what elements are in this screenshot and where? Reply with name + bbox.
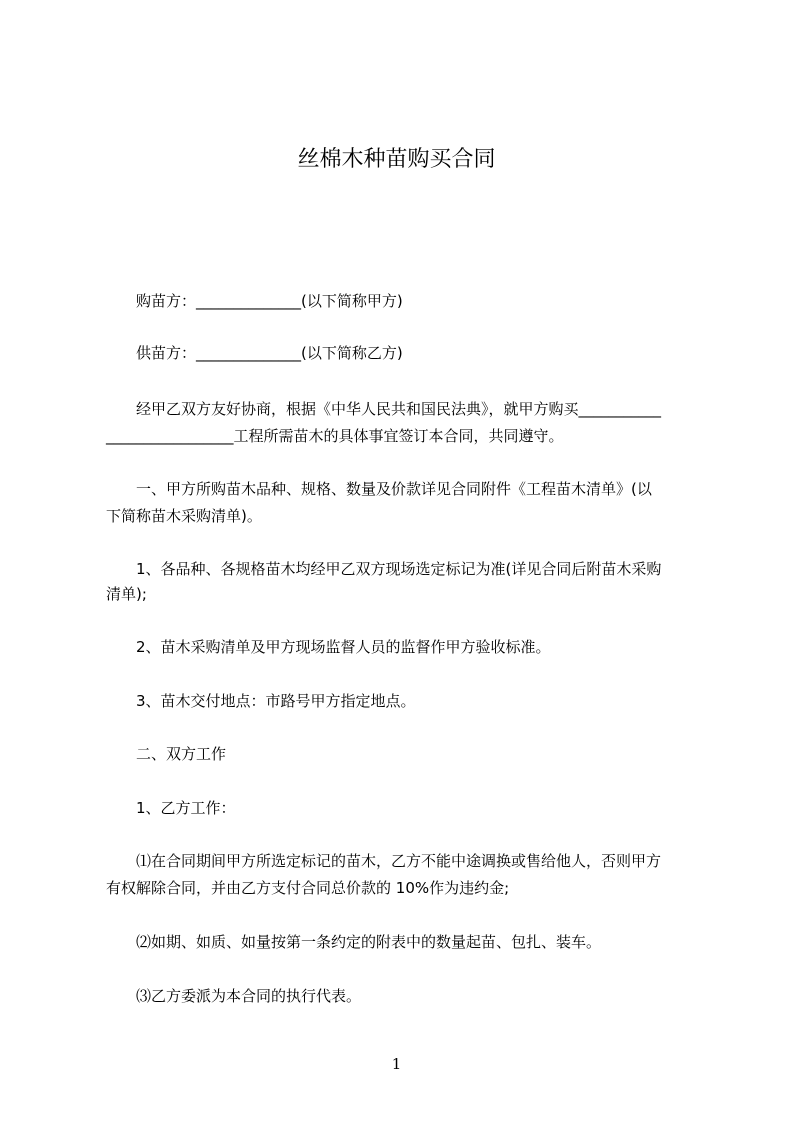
clause-1-line-2: 下简称苗木采购清单)。 xyxy=(106,507,262,525)
item-2: ⑵如期、如质、如量按第一条约定的附表中的数量起苗、包扎、装车。 xyxy=(136,933,602,951)
supplier-line: 供苗方：______________(以下简称乙方) xyxy=(136,344,403,362)
clause-2-1-heading: 1、乙方工作： xyxy=(136,799,236,817)
item-3: ⑶乙方委派为本合同的执行代表。 xyxy=(136,987,362,1005)
clause-1-1-line-1: 1、各品种、各规格苗木均经甲乙双方现场选定标记为准(详见合同后附苗木采购 xyxy=(136,560,662,578)
clause-1-line-1: 一、甲方所购苗木品种、规格、数量及价款详见合同附件《工程苗木清单》(以 xyxy=(136,480,652,498)
clause-1-1-line-2: 清单); xyxy=(106,585,147,603)
item-1-line-1: ⑴在合同期间甲方所选定标记的苗木，乙方不能中途调换或售给他人，否则甲方 xyxy=(136,852,662,870)
document-title: 丝棉木种苗购买合同 xyxy=(297,147,496,172)
clause-1-3: 3、苗木交付地点：市路号甲方指定地点。 xyxy=(136,692,416,710)
buyer-line: 购苗方：______________(以下简称甲方) xyxy=(136,292,403,310)
page-number: 1 xyxy=(391,1055,402,1073)
item-1-line-2: 有权解除合同，并由乙方支付合同总价款的 10%作为违约金; xyxy=(106,879,510,897)
intro-paragraph-line-1: 经甲乙双方友好协商，根据《中华人民共和国民法典》，就甲方购买___________ xyxy=(136,400,662,418)
clause-1-2: 2、苗木采购清单及甲方现场监督人员的监督作甲方验收标准。 xyxy=(136,638,551,656)
intro-paragraph-line-2: _________________工程所需苗木的具体事宜签订本合同，共同遵守。 xyxy=(106,427,564,445)
section-2-heading: 二、双方工作 xyxy=(136,745,227,763)
